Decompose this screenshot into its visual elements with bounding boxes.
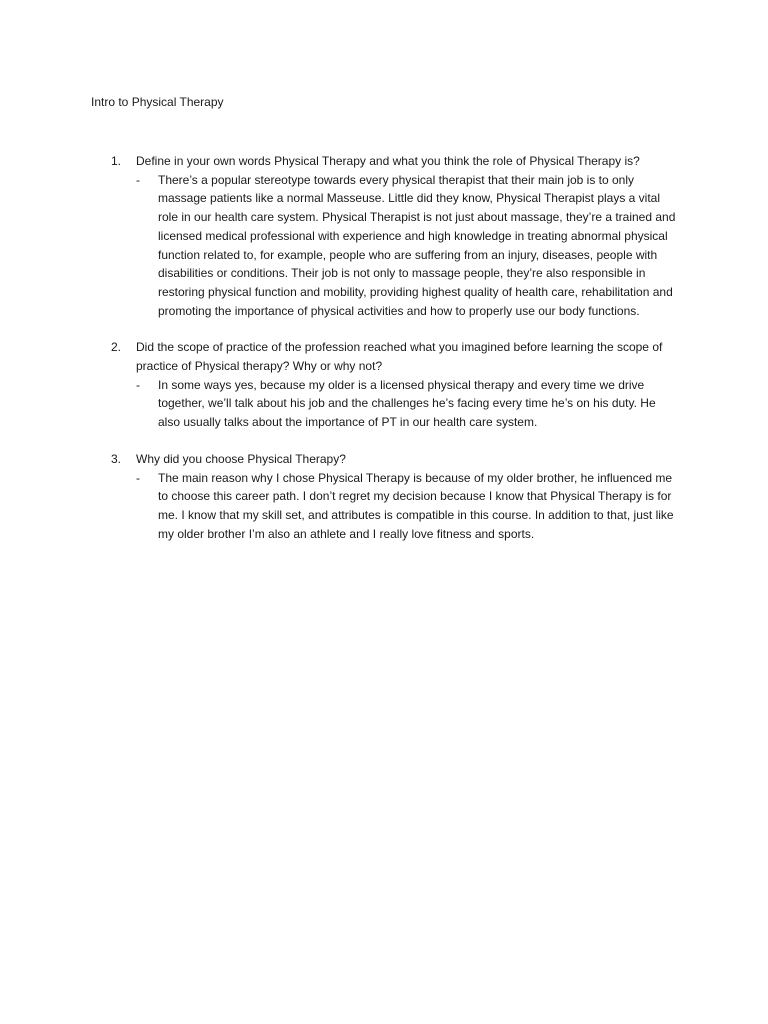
question-list	[0, 152, 768, 561]
answer-block	[0, 469, 768, 544]
question-text: Define in your own words Physical Therapy and what you think the role of Physical Therapy is?	[136, 154, 640, 168]
answer-bullet: -	[136, 172, 140, 187]
question-text: Why did you choose Physical Therapy?	[136, 451, 346, 466]
question-item	[0, 338, 768, 432]
answer-text: There’s a popular stereotype towards every physical therapist that their main job is to only massage patients like a normal Masseuse. Little did they know, Physical Therapist plays a vital role in our health care system. Physical Therapist is not just about massage, they’re a trained and licensed medical professional with experience and high knowledge in treating abnormal physical function related to, for example, people who are suffering from an injury, diseases, people with disabilities or conditions. Their job is not only to massage people, they’re also responsible in restoring physical function and mobility, providing highest quality of health care, rehabilitation and promoting the importance of physical activities and how to properly use our body functions.	[158, 172, 676, 318]
answer-text: In some ways yes, because my older is a licensed physical therapy and every time we drive together, we’ll talk about his job and the challenges he’s facing every time he’s on his duty. He also usually talks about the importance of PT in our health care system.	[158, 377, 656, 430]
answer-bullet: -	[136, 470, 140, 485]
answer-block	[0, 376, 768, 432]
question-item	[0, 450, 768, 544]
answer-text: The main reason why I chose Physical Therapy is because of my older brother, he influenced me to choose this career path. I don’t regret my decision because I know that Physical Therapy is for me. I know that my skill set, and attributes is compatible in this course. In addition to that, just like my older brother I’m also an athlete and I really love fitness and sports.	[158, 470, 674, 541]
question-item	[0, 152, 768, 320]
question-text: Did the scope of practice of the profession reached what you imagined before learning the scope of practice of Physical therapy? Why or why not?	[136, 340, 663, 374]
question-number: 1.	[111, 154, 122, 168]
answer-bullet: -	[136, 377, 140, 392]
question-number: 2.	[111, 340, 122, 355]
document-title: Intro to Physical Therapy	[91, 95, 224, 109]
question-number: 3.	[111, 451, 122, 466]
answer-block	[0, 171, 768, 321]
